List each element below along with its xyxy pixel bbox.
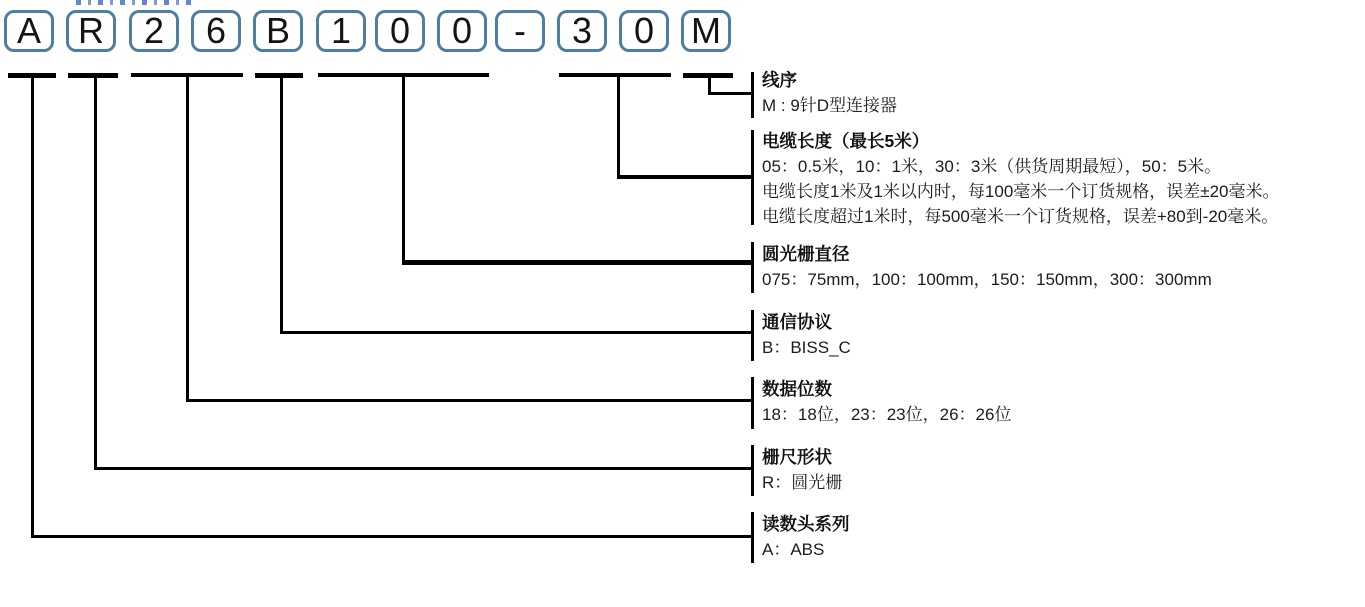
section-data-bits [762, 377, 1011, 427]
code-box-2: 2 [129, 10, 179, 52]
drop-line-26 [186, 73, 189, 402]
section-title: 读数头系列 [762, 514, 850, 534]
section-line: 075：75mm，100：100mm，150：150mm，300：300mm [762, 270, 1212, 289]
drop-line-A [31, 73, 34, 538]
section-border-readhead-series [751, 512, 754, 563]
section-line: A：ABS [762, 540, 825, 559]
section-line: R：圆光栅 [762, 473, 843, 492]
connector-readhead-series [31, 535, 753, 538]
section-readhead-series [762, 512, 850, 562]
code-box-0c: 0 [619, 10, 669, 52]
drop-line-B [280, 73, 283, 334]
section-line: 05：0.5米，10：1米，30：3米（供货周期最短），50：5米。 [762, 157, 1222, 176]
section-title: 圆光栅直径 [762, 244, 850, 264]
tick-bar-B [255, 73, 303, 78]
section-line: M : 9针D型连接器 [762, 96, 898, 115]
code-box-R: R [66, 10, 116, 52]
code-box-A: A [4, 10, 54, 52]
clipped-top-annotation [76, 0, 192, 5]
section-wire-sequence [762, 68, 897, 118]
connector-data-bits [186, 399, 753, 402]
code-box-0b: 0 [437, 10, 487, 52]
connector-scale-shape [94, 467, 753, 470]
section-border-data-bits [751, 377, 754, 429]
code-box-3: 3 [557, 10, 607, 52]
section-diameter [762, 242, 1212, 292]
tick-bar-30 [559, 73, 671, 77]
section-line: 电缆长度超过1米时，每500毫米一个订货规格，误差+80到-20毫米。 [762, 207, 1279, 226]
section-border-protocol [751, 310, 754, 361]
section-cable-length [762, 129, 1280, 229]
code-box-6: 6 [191, 10, 241, 52]
section-title: 线序 [762, 70, 797, 90]
section-title: 栅尺形状 [762, 447, 832, 467]
drop-line-R [94, 73, 97, 470]
connector-cable-length [617, 175, 753, 179]
code-box-1: 1 [316, 10, 366, 52]
section-scale-shape [762, 445, 842, 495]
section-border-scale-shape [751, 445, 754, 496]
section-title: 通信协议 [762, 312, 832, 332]
drop-line-30 [617, 73, 620, 179]
section-border-cable-length [751, 130, 754, 225]
section-line: 18：18位，23：23位，26：26位 [762, 405, 1012, 424]
tick-bar-R [68, 73, 118, 78]
section-title: 数据位数 [762, 379, 832, 399]
connector-wire-sequence [708, 92, 751, 95]
code-box-hyphen: - [495, 10, 545, 52]
section-line: 电缆长度1米及1米以内时，每100毫米一个订货规格，误差±20毫米。 [762, 182, 1280, 201]
connector-diameter [402, 260, 753, 265]
section-border-wire-sequence [751, 72, 754, 118]
connector-protocol [280, 331, 753, 334]
section-line: B：BISS_C [762, 338, 851, 357]
code-box-0a: 0 [375, 10, 425, 52]
code-box-B: B [253, 10, 303, 52]
drop-line-100 [402, 73, 405, 264]
section-border-diameter [751, 242, 754, 293]
code-box-M: M [681, 10, 731, 52]
section-title: 电缆长度（最长5米） [762, 131, 930, 151]
section-protocol [762, 310, 851, 360]
